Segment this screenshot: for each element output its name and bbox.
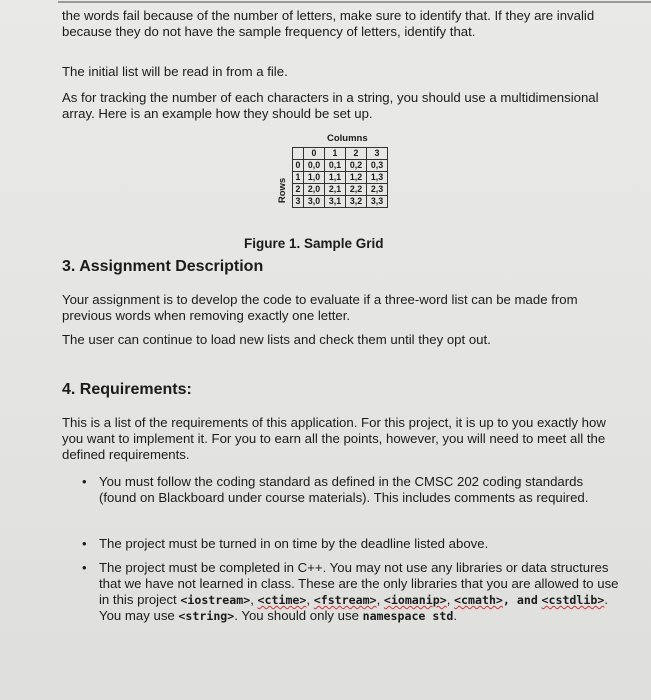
col-header: 1 xyxy=(325,148,346,160)
grid-cell: 0,1 xyxy=(325,160,346,172)
grid-row xyxy=(293,196,388,208)
separator: , xyxy=(250,592,254,607)
grid-cell: 0,2 xyxy=(346,160,367,172)
row-header: 2 xyxy=(293,184,304,196)
library-string: <string> xyxy=(178,609,235,623)
paragraph-invalid-words: the words fail because of the number of letters, make sure to identify that. If they are invalid because they do not have the sample frequency of letters, identify that. xyxy=(62,8,595,39)
requirements-list xyxy=(62,560,622,624)
section-4-heading: 4. Requirements: xyxy=(62,381,192,398)
list-item xyxy=(62,474,622,506)
grid-cell: 2,1 xyxy=(325,184,346,196)
figure-caption: Figure 1. Sample Grid xyxy=(244,236,384,251)
requirement-cpp-mid: . You may use xyxy=(99,592,608,623)
grid-cell: 3,2 xyxy=(346,196,367,208)
bullet-icon: • xyxy=(82,474,87,489)
col-header: 0 xyxy=(304,148,325,160)
library-iostream: <iostream> xyxy=(180,593,251,607)
grid-cell: 2,0 xyxy=(304,184,325,196)
grid-cell: 2,2 xyxy=(346,184,367,196)
separator-and: , and xyxy=(502,593,538,607)
paragraph-multidimensional-array: As for tracking the number of each characters in a string, you should use a multidimensional array. Here is an example how they should be set up. xyxy=(62,90,599,121)
user-continue-paragraph: The user can continue to load new lists and check them until they opt out. xyxy=(62,332,491,347)
separator: , xyxy=(376,592,384,607)
requirements-list xyxy=(62,536,622,552)
section-3-heading: 3. Assignment Description xyxy=(62,258,264,275)
paragraph-initial-list: The initial list will be read in from a file. xyxy=(62,64,288,79)
grid-row xyxy=(293,184,388,196)
columns-label: Columns xyxy=(327,133,368,144)
col-header: 2 xyxy=(346,148,367,160)
namespace-std: namespace std xyxy=(362,609,454,623)
grid-cell: 1,2 xyxy=(346,172,367,184)
grid-cell: 1,0 xyxy=(304,172,325,184)
grid-cell: 3,0 xyxy=(304,196,325,208)
grid-cell: 2,3 xyxy=(367,184,388,196)
sample-grid-table xyxy=(292,147,388,208)
grid-cell: 3,3 xyxy=(367,196,388,208)
grid-header-row xyxy=(293,148,388,160)
separator: , xyxy=(306,592,314,607)
grid-cell: 3,1 xyxy=(325,196,346,208)
requirements-list xyxy=(62,474,622,506)
bullet-icon: • xyxy=(82,560,87,575)
grid-row xyxy=(293,160,388,172)
rows-label: Rows xyxy=(277,177,289,204)
bullet-icon: • xyxy=(82,536,87,551)
row-header: 3 xyxy=(293,196,304,208)
col-header: 3 xyxy=(367,148,388,160)
requirement-deadline: The project must be turned in on time by the deadline listed above. xyxy=(99,536,489,551)
grid-cell: 1,1 xyxy=(325,172,346,184)
grid-cell: 1,3 xyxy=(367,172,388,184)
library-cmath: <cmath> xyxy=(454,593,503,607)
assignment-description: Your assignment is to develop the code to evaluate if a three-word list can be made from previous words when removing exactly one letter. xyxy=(62,292,578,323)
grid-corner-cell xyxy=(293,148,304,160)
grid-row xyxy=(293,172,388,184)
library-iomanip: <iomanip> xyxy=(383,593,447,607)
page-top-rule xyxy=(58,1,651,3)
list-item xyxy=(62,560,622,624)
row-header: 0 xyxy=(293,160,304,172)
grid-cell: 0,3 xyxy=(367,160,388,172)
namespace-period: . xyxy=(453,608,458,623)
requirements-intro: This is a list of the requirements of this application. For this project, it is up to you exactly how you want to implement it. For you to earn all the points, however, you will need to meet all the defined requirements. xyxy=(62,415,606,462)
library-cstdlib: <cstdlib> xyxy=(541,593,605,607)
requirement-cpp-end: . You should only use xyxy=(234,608,359,623)
separator: , xyxy=(446,592,455,607)
library-fstream: <fstream> xyxy=(313,593,377,607)
requirement-cpp-pre: The project must be completed in C++. You may not use any libraries or data structures that we have not learned in class. These are the only libraries that you are allowed to use in this project xyxy=(99,560,619,607)
row-header: 1 xyxy=(293,172,304,184)
grid-cell: 0,0 xyxy=(304,160,325,172)
list-item xyxy=(62,536,622,552)
library-ctime: <ctime> xyxy=(257,593,307,607)
requirement-coding-standard: You must follow the coding standard as defined in the CMSC 202 coding standards (found on Blackboard under course materials). This includes comments as required. xyxy=(99,474,589,505)
sample-grid-figure xyxy=(272,133,412,233)
